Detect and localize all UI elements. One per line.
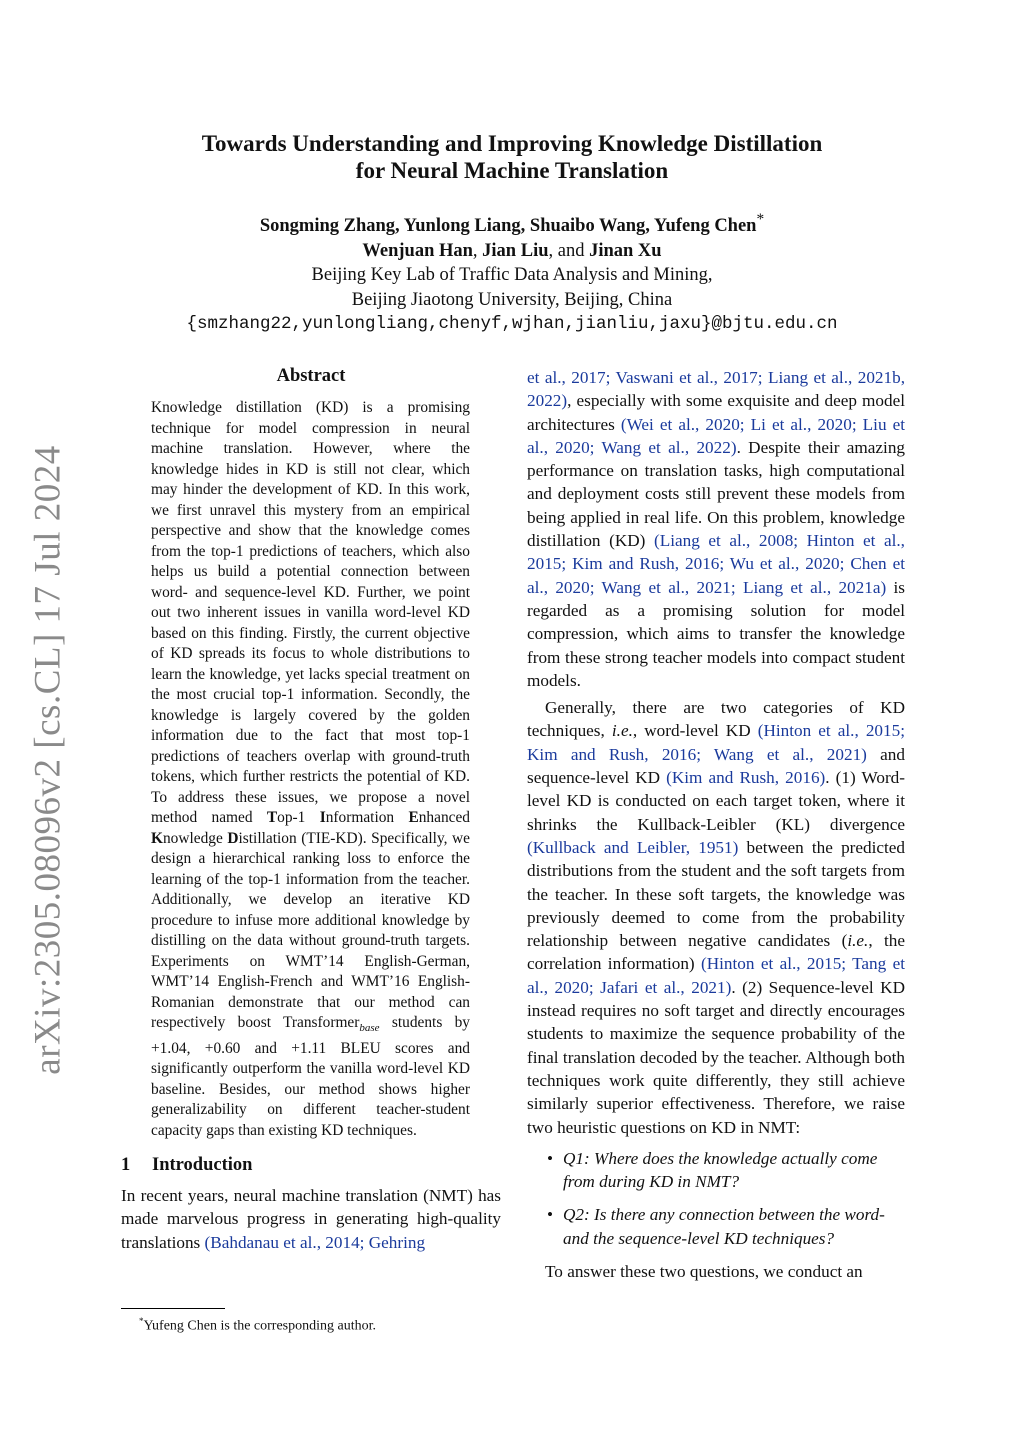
citation-link[interactable]: (Liang et al., 2008; Hinton et al., 2015; Kim and Rush, 2016; Wu et al., 2020; Chen et al., 2020; Wang et al., 2021; Liang et al., 2021a) — [527, 531, 905, 597]
question-2: Q2: Is there any connection between the word- and the sequence-level KD techniques? — [563, 1205, 885, 1248]
section-heading-introduction — [121, 1155, 501, 1176]
bullet-icon: • — [547, 1205, 554, 1225]
citation-link[interactable]: (Kullback and Leibler, 1951) — [527, 837, 739, 857]
question-list — [527, 1147, 905, 1250]
footnote-divider — [121, 1308, 225, 1309]
right-column — [527, 366, 905, 1283]
question-1: Q1: Where does the knowledge actually come from during KD in NMT? — [563, 1148, 878, 1192]
author-wenjuan-han: Wenjuan Han — [362, 240, 473, 261]
affiliation-line-2: Beijing Jiaotong University, Beijing, China — [351, 289, 673, 310]
list-item — [527, 1147, 905, 1194]
title-line-1: Towards Understanding and Improving Knowledge Distillation — [201, 131, 823, 156]
section-title: Introduction — [152, 1155, 253, 1176]
paper-title — [120, 130, 904, 184]
citation-link[interactable]: (Bahdanau et al., 2014; Gehring — [204, 1232, 426, 1252]
intro-paragraph-3: To answer these two questions, we conduct an — [545, 1261, 863, 1281]
list-item — [527, 1203, 905, 1250]
intro-paragraph-1: et al., 2017; Vaswani et al., 2017; Liang et al., 2021b, 2022), especially with some exquisite and deep model architectures (Wei et al., 2020; Li et al., 2020; Liu et al., 2020; Wang et al., 2022). Despite their amazing performance on translation tasks, high computational and deployment costs still prevent these models from being applied in real life. On this problem, knowledge distillation (KD) (Liang et al., 2008; Hinton et al., 2015; Kim and Rush, 2016; Wu et al., 2020; Chen et al., 2020; Wang et al., 2021; Liang et al., 2021a) is regarded as a promising solution for model compression, which aims to transfer the knowledge from these strong teacher models into compact student models. — [527, 368, 906, 690]
footnote — [139, 1312, 376, 1336]
authors-and: and — [557, 240, 585, 261]
citation-link[interactable]: et al., 2017; Vaswani et al., 2017; Liang et al., 2021b, 2022) — [527, 368, 905, 411]
arxiv-sidebar — [20, 445, 76, 1075]
footnote-text: Yufeng Chen is the corresponding author. — [143, 1318, 377, 1334]
citation-link[interactable]: (Wei et al., 2020; Li et al., 2020; Liu et al., 2020; Wang et al., 2022) — [527, 414, 906, 457]
author-emails: {smzhang22,yunlongliang,chenyf,wjhan,jianliu,jaxu}@bjtu.edu.cn — [186, 314, 838, 335]
citation-link[interactable]: (Hinton et al., 2015; Kim and Rush, 2016; Wang et al., 2021) — [527, 721, 905, 764]
left-column — [121, 366, 501, 1254]
affiliation-line-1: Beijing Key Lab of Traffic Data Analysis and Mining, — [311, 265, 713, 286]
title-line-2: for Neural Machine Translation — [355, 158, 669, 183]
intro-paragraph-2: Generally, there are two categories of KD techniques, i.e., word-level KD (Hinton et al., 2015; Kim and Rush, 2016; Wang et al., 2021) and sequence-level KD (Kim and Rush, 2016). (1) Word-level KD is conducted on each target token, where it shrinks the Kullback-Leibler (KL) divergence (Kullback and Leibler, 1951) between the predicted distributions from the student and the soft targets from the teacher. In these soft targets, the knowledge was previously deemed to come from the probability relationship between negative candidates (i.e., the correlation information) (Hinton et al., 2015; Tang et al., 2020; Jafari et al., 2021). (2) Sequence-level KD instead requires no soft target and directly encourages students to maximize the sequence probability of the final translation decoded by the teacher. Although both techniques work quite differently, they still achieve similarly superior effectiveness. Therefore, we raise two heuristic questions on KD in NMT: — [527, 698, 906, 1137]
author-block: Songming Zhang, Yunlong Liang, Shuaibo Wang, Yufeng Chen* Wenjuan Han, Jian Liu, and Jinan Xu Beijing Key Lab of Traffic Data Analysis and Mining, Beijing Jiaotong University, Beijing, China {smzhang22,yunlongliang,chenyf,wjhan,jianliu,jaxu}@bjtu.edu.cn — [120, 208, 904, 337]
citation-link[interactable]: (Kim and Rush, 2016) — [666, 768, 826, 788]
abstract-body: Knowledge distillation (KD) is a promising technique for model compression in neural machine translation. However, where the knowledge hides in KD is still not clear, which may hinder the development of KD. In this work, we first unravel this mystery from an empirical perspective and show that the knowledge comes from the top-1 predictions of teachers, which also helps us build a potential connection between word- and sequence-level KD. Further, we point out two inherent issues in vanilla word-level KD based on this finding. Firstly, the current objective of KD spreads its focus to whole distributions to learn the knowledge, yet lacks special treatment on the most crucial top-1 information. Secondly, the knowledge is largely covered by the golden information due to the fact that most top-1 predictions of teachers overlap with ground-truth tokens, which further restricts the potential of KD. To address these issues, we propose a novel method named Top-1 Information Enhanced Knowledge Distillation (TIE-KD). Specifically, we design a hierarchical ranking loss to enforce the learning of the top-1 information from the teacher. Additionally, we develop an iterative KD procedure to infuse more additional knowledge by distilling on the data without ground-truth targets. Experiments on WMT’14 English-German, WMT’14 English-French and WMT’16 English-Romanian demonstrate that our method can respectively boost Transformer$_{base}$ students by +1.04, +0.60 and +1.11 BLEU scores and significantly outperform the vanilla word-level KD baseline. Besides, our method shows higher generalizability on different teacher-student capacity gaps than existing KD techniques. — [151, 399, 470, 1139]
bullet-icon: • — [547, 1148, 554, 1168]
intro-paragraph-left: In recent years, neural machine translation (NMT) has made marvelous progress in generating high-quality translations (Bahdanau et al., 2014; Gehring — [121, 1186, 501, 1252]
arxiv-identifier: arXiv:2305.08096v2 [cs.CL] 17 Jul 2024 — [27, 445, 69, 1075]
citation-link[interactable]: (Hinton et al., 2015; Tang et al., 2020; Jafari et al., 2021) — [527, 954, 905, 997]
abstract-heading: Abstract — [276, 366, 346, 386]
footnote-mark: * — [139, 1316, 144, 1326]
author-jinan-xu: Jinan Xu — [589, 240, 662, 261]
authors-line-1: Songming Zhang, Yunlong Liang, Shuaibo Wang, Yufeng Chen — [259, 216, 757, 237]
section-number: 1 — [121, 1155, 131, 1176]
corresponding-mark: * — [756, 211, 765, 228]
author-jian-liu: Jian Liu — [482, 240, 549, 261]
